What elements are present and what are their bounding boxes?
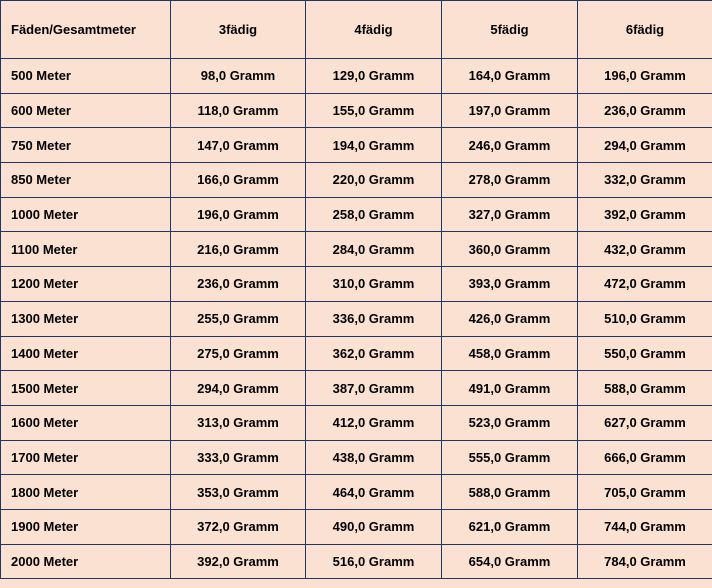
cell-value: 621,0 Gramm — [442, 509, 578, 544]
table-row — [1, 475, 712, 510]
cell-value: 155,0 Gramm — [306, 93, 442, 128]
cell-value: 705,0 Gramm — [578, 475, 712, 510]
cell-value: 98,0 Gramm — [171, 59, 306, 94]
cell-value: 432,0 Gramm — [578, 232, 712, 267]
table-row — [1, 232, 712, 267]
cell-value: 294,0 Gramm — [578, 128, 712, 163]
cell-value: 490,0 Gramm — [306, 509, 442, 544]
cell-value: 387,0 Gramm — [306, 371, 442, 406]
table-row — [1, 163, 712, 198]
row-label: 1500 Meter — [1, 371, 171, 406]
table-row — [1, 405, 712, 440]
cell-value: 654,0 Gramm — [442, 544, 578, 579]
row-label: 1400 Meter — [1, 336, 171, 371]
table-body — [1, 59, 712, 579]
cell-value: 555,0 Gramm — [442, 440, 578, 475]
cell-value: 464,0 Gramm — [306, 475, 442, 510]
cell-value: 523,0 Gramm — [442, 405, 578, 440]
table-row — [1, 197, 712, 232]
row-label: 850 Meter — [1, 163, 171, 198]
cell-value: 472,0 Gramm — [578, 267, 712, 302]
cell-value: 216,0 Gramm — [171, 232, 306, 267]
row-label: 1100 Meter — [1, 232, 171, 267]
cell-value: 255,0 Gramm — [171, 301, 306, 336]
row-label: 1600 Meter — [1, 405, 171, 440]
cell-value: 744,0 Gramm — [578, 509, 712, 544]
cell-value: 393,0 Gramm — [442, 267, 578, 302]
cell-value: 313,0 Gramm — [171, 405, 306, 440]
row-label: 1900 Meter — [1, 509, 171, 544]
row-label: 1200 Meter — [1, 267, 171, 302]
table-row — [1, 371, 712, 406]
cell-value: 362,0 Gramm — [306, 336, 442, 371]
column-header-5-ply: 5fädig — [442, 1, 578, 59]
cell-value: 516,0 Gramm — [306, 544, 442, 579]
cell-value: 220,0 Gramm — [306, 163, 442, 198]
cell-value: 332,0 Gramm — [578, 163, 712, 198]
cell-value: 426,0 Gramm — [442, 301, 578, 336]
cell-value: 164,0 Gramm — [442, 59, 578, 94]
table-header-row — [1, 1, 712, 59]
cell-value: 284,0 Gramm — [306, 232, 442, 267]
cell-value: 196,0 Gramm — [171, 197, 306, 232]
table-row — [1, 93, 712, 128]
cell-value: 360,0 Gramm — [442, 232, 578, 267]
cell-value: 627,0 Gramm — [578, 405, 712, 440]
cell-value: 412,0 Gramm — [306, 405, 442, 440]
row-label: 500 Meter — [1, 59, 171, 94]
row-label: 750 Meter — [1, 128, 171, 163]
cell-value: 491,0 Gramm — [442, 371, 578, 406]
table-row — [1, 59, 712, 94]
cell-value: 294,0 Gramm — [171, 371, 306, 406]
row-label: 1800 Meter — [1, 475, 171, 510]
cell-value: 458,0 Gramm — [442, 336, 578, 371]
cell-value: 246,0 Gramm — [442, 128, 578, 163]
cell-value: 196,0 Gramm — [578, 59, 712, 94]
cell-value: 236,0 Gramm — [171, 267, 306, 302]
row-label: 2000 Meter — [1, 544, 171, 579]
row-label: 1700 Meter — [1, 440, 171, 475]
row-label: 600 Meter — [1, 93, 171, 128]
cell-value: 166,0 Gramm — [171, 163, 306, 198]
column-header-threads-total-meters: Fäden/Gesamtmeter — [1, 1, 171, 59]
cell-value: 333,0 Gramm — [171, 440, 306, 475]
cell-value: 353,0 Gramm — [171, 475, 306, 510]
cell-value: 236,0 Gramm — [578, 93, 712, 128]
column-header-3-ply: 3fädig — [171, 1, 306, 59]
table-row — [1, 509, 712, 544]
cell-value: 275,0 Gramm — [171, 336, 306, 371]
cell-value: 392,0 Gramm — [578, 197, 712, 232]
cell-value: 372,0 Gramm — [171, 509, 306, 544]
cell-value: 258,0 Gramm — [306, 197, 442, 232]
cell-value: 550,0 Gramm — [578, 336, 712, 371]
cell-value: 118,0 Gramm — [171, 93, 306, 128]
cell-value: 392,0 Gramm — [171, 544, 306, 579]
cell-value: 510,0 Gramm — [578, 301, 712, 336]
cell-value: 327,0 Gramm — [442, 197, 578, 232]
cell-value: 197,0 Gramm — [442, 93, 578, 128]
row-label: 1300 Meter — [1, 301, 171, 336]
table-row — [1, 301, 712, 336]
table-header — [1, 1, 712, 59]
table-row — [1, 336, 712, 371]
row-label: 1000 Meter — [1, 197, 171, 232]
cell-value: 147,0 Gramm — [171, 128, 306, 163]
cell-value: 310,0 Gramm — [306, 267, 442, 302]
cell-value: 336,0 Gramm — [306, 301, 442, 336]
cell-value: 588,0 Gramm — [442, 475, 578, 510]
cell-value: 588,0 Gramm — [578, 371, 712, 406]
cell-value: 666,0 Gramm — [578, 440, 712, 475]
column-header-4-ply: 4fädig — [306, 1, 442, 59]
table-row — [1, 128, 712, 163]
table-row — [1, 267, 712, 302]
cell-value: 278,0 Gramm — [442, 163, 578, 198]
cell-value: 438,0 Gramm — [306, 440, 442, 475]
cell-value: 784,0 Gramm — [578, 544, 712, 579]
table-row — [1, 440, 712, 475]
table-row — [1, 544, 712, 579]
cell-value: 129,0 Gramm — [306, 59, 442, 94]
cell-value: 194,0 Gramm — [306, 128, 442, 163]
column-header-6-ply: 6fädig — [578, 1, 712, 59]
